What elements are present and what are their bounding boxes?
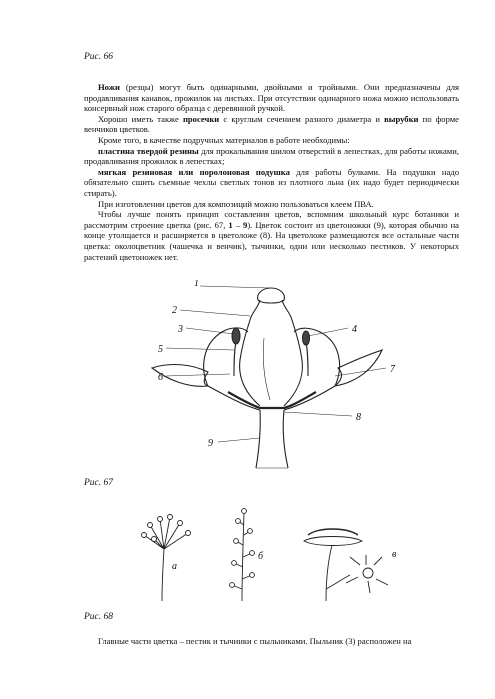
paragraph-materials	[84, 135, 459, 146]
paragraph-punches	[84, 114, 459, 135]
stem	[256, 410, 288, 468]
inflorescence-diagram	[130, 505, 420, 605]
paragraph-text: (резцы) могут быть одинарными, двойными и тройными. Они предназначены для продавливания канавок, прожилок на листьях. При отсутствии одинарного ножа можно использовать консервный нож старого образца с деревянной ручкой.	[84, 82, 459, 114]
paragraph-text: Чтобы лучше понять принцип составления цветов, вспомним школьный курс ботаники и рассмотрим строение цветка (рис. 67,	[84, 209, 459, 230]
paragraph-text: для работы булками. На подушки надо обязательно сшить съемные чехлы светлых тонов из плотного льна (их надо будет периодически стирать).	[84, 166, 459, 198]
paragraph-text: Главные части цветка – пестик и тычинки с пыльниками. Пыльник (3) расположен на	[98, 636, 412, 646]
body-text-block-2	[84, 636, 459, 647]
paragraph-glue	[84, 199, 459, 210]
term-cushion: мягкая резиновая или поролоновая подушка	[98, 166, 290, 177]
paragraph-text: для прокалывания шилом отверстий в лепестках, для работы ножами, продавливания прожилок в лепестках;	[84, 145, 459, 167]
anther-right	[303, 331, 310, 345]
paragraph-text: по форме венчиков цветков.	[84, 113, 460, 135]
sepal-right	[335, 350, 382, 386]
body-text-block-1	[84, 82, 459, 262]
term-punches: просечки	[182, 113, 220, 124]
label-2: 2	[172, 305, 177, 316]
flower-structure-diagram	[130, 280, 410, 470]
paragraph-rubber-plate	[84, 146, 459, 167]
paragraph-text: Хорошо иметь также	[98, 113, 183, 124]
term-rubber-plate: пластина твердой резины	[98, 145, 199, 156]
paragraph-text: При изготовлении цветов для композиций можно пользоваться клеем ПВА.	[98, 198, 374, 209]
caption-fig67: Рис. 67	[84, 478, 114, 488]
label-b: б	[258, 551, 264, 562]
paragraph-text: ). Цветок состоит из цветоножки (9), которая обычно на конце утолщается и расширяется в цветоложе (8). На цветоложе размещаются все остальные части цветка: околоцветник (чашечка и венчик), тычинки, одни или несколько пестиков. У некоторых растений цветоножек нет.	[84, 219, 459, 262]
stigma	[258, 288, 285, 303]
paragraph-knives	[84, 82, 459, 114]
label-c: в	[392, 549, 397, 560]
label-3: 3	[178, 324, 183, 335]
label-8: 8	[356, 412, 361, 423]
caption-fig66: Рис. 66	[84, 52, 114, 62]
ref-number: 9	[243, 219, 248, 230]
paragraph-text: Кроме того, в качестве подручных материалов в работе необходимы:	[98, 134, 350, 145]
label-7: 7	[390, 364, 395, 375]
label-9: 9	[208, 438, 213, 449]
paragraph-main-parts	[84, 636, 459, 647]
label-1: 1	[194, 280, 199, 289]
stamen-right	[306, 342, 308, 376]
term-knives: Ножи	[98, 82, 120, 92]
paragraph-cushion	[84, 167, 459, 199]
label-a: а	[172, 561, 177, 572]
umbel-a	[142, 515, 191, 602]
stamen-left	[234, 342, 236, 376]
ref-number: 1	[228, 219, 233, 230]
term-cutters: вырубки	[384, 113, 419, 124]
label-5: 5	[158, 344, 163, 355]
label-4: 4	[352, 324, 357, 335]
caption-fig68: Рис. 68	[84, 612, 114, 622]
head-c	[304, 529, 388, 601]
paragraph-text: –	[232, 219, 244, 230]
paragraph-flower-structure	[84, 209, 459, 262]
receptacle	[208, 386, 335, 410]
label-6: 6	[158, 372, 163, 383]
raceme-b	[230, 509, 255, 601]
anther-left	[232, 328, 240, 344]
paragraph-text: с круглым сечением разного диаметра и	[219, 113, 385, 124]
